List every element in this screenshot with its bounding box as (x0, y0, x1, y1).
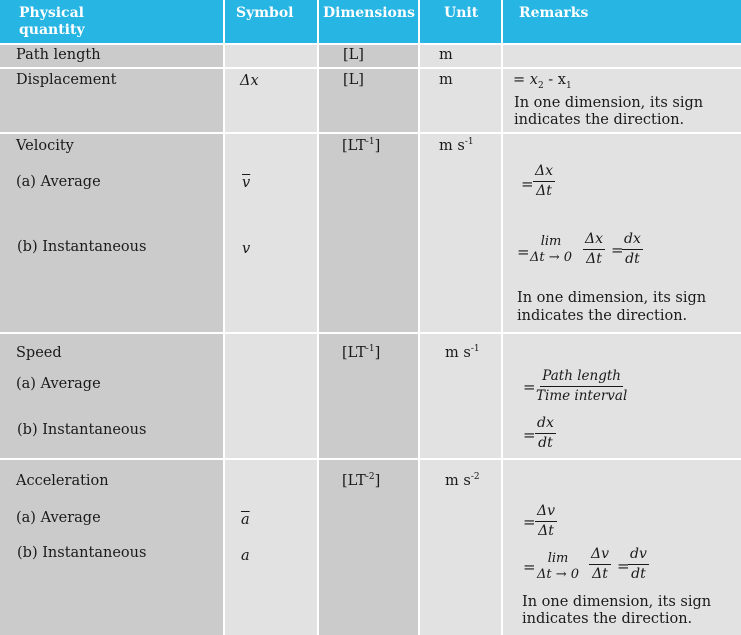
acceleration-remark-line2: indicates the direction. (522, 611, 693, 627)
speed-instantaneous-label: (b) Instantaneous (17, 422, 147, 438)
displacement-unit: m (439, 72, 453, 88)
acceleration-instantaneous-symbol: a (241, 548, 250, 564)
acceleration-limit: lim Δt → 0 (537, 551, 580, 582)
displacement-dimensions: [L] (343, 72, 364, 88)
velocity-instantaneous-equals: = (517, 243, 530, 261)
speed-instantaneous-fraction: $\frac{dx}{dt}$ (537, 415, 554, 451)
speed-unit: m $s^{-1}$ (445, 344, 480, 361)
velocity-quantity-cell (0, 134, 223, 332)
acceleration-quantity-cell (0, 460, 223, 635)
acceleration-unit-cell (420, 460, 501, 635)
velocity-unit: m $s^{-1}$ (439, 137, 474, 154)
velocity-symbol-cell (225, 134, 317, 332)
header-remarks-label: Remarks (519, 5, 589, 21)
path-length-symbol-cell (225, 45, 317, 67)
acceleration-dimensions: $[LT^{-2}]$ (342, 472, 381, 489)
acceleration-average-fraction: $\frac{\Delta v}{\Delta t}$ (537, 503, 556, 539)
velocity-instantaneous-symbol: v (242, 241, 251, 257)
path-length-quantity-cell (0, 45, 223, 67)
speed-label: Speed (16, 345, 62, 361)
speed-dimensions-cell (319, 334, 418, 458)
acceleration-unit: m $s^{-2}$ (445, 472, 480, 489)
acceleration-limit-fraction: $\frac{\Delta v}{\Delta t}$ (591, 546, 610, 582)
velocity-unit-cell (420, 134, 501, 332)
velocity-dimensions-cell (319, 134, 418, 332)
velocity-average-fraction: $\frac{\Delta x}{\Delta t}$ (535, 163, 554, 199)
speed-average-equals: = (523, 378, 536, 396)
acceleration-average-equals: = (523, 513, 536, 531)
speed-average-fraction: Path length Time interval (536, 368, 628, 404)
velocity-average-equals: = (521, 175, 534, 193)
displacement-remarks-cell (503, 69, 741, 132)
header-dimensions (319, 0, 418, 43)
acceleration-derivative-equals: = (617, 557, 630, 575)
displacement-label: Displacement (16, 72, 117, 88)
speed-instantaneous-equals: = (523, 426, 536, 444)
speed-dimensions: $[LT^{-1}]$ (342, 344, 381, 361)
speed-unit-cell (420, 334, 501, 458)
speed-remarks-cell (503, 334, 741, 458)
path-length-unit: m (439, 47, 453, 63)
displacement-quantity-cell (0, 69, 223, 132)
displacement-symbol-cell (225, 69, 317, 132)
velocity-remark-line2: indicates the direction. (517, 308, 688, 324)
displacement-unit-cell (420, 69, 501, 132)
displacement-remark-line1: In one dimension, its sign (514, 95, 704, 111)
path-length-unit-cell (420, 45, 501, 67)
path-length-label: Path length (16, 47, 101, 63)
header-symbol-label: Symbol (236, 5, 294, 21)
velocity-average-label: (a) Average (16, 174, 101, 190)
velocity-remarks-cell (503, 134, 741, 332)
header-physical-quantity-line2: quantity (19, 22, 85, 38)
velocity-derivative-fraction: $\frac{dx}{dt}$ (624, 231, 641, 267)
acceleration-average-symbol: $\overline{a}$ (241, 512, 250, 528)
speed-quantity-cell (0, 334, 223, 458)
speed-average-label: (a) Average (16, 376, 101, 392)
acceleration-symbol-cell (225, 460, 317, 635)
velocity-remark-line1: In one dimension, its sign (517, 290, 707, 306)
velocity-derivative-equals: = (611, 241, 624, 259)
displacement-dimensions-cell (319, 69, 418, 132)
velocity-dimensions: $[LT^{-1}]$ (342, 137, 381, 154)
displacement-remark-line2: indicates the direction. (514, 112, 685, 128)
velocity-limit-fraction: $\frac{\Delta x}{\Delta t}$ (585, 231, 604, 267)
velocity-limit: lim Δt → 0 (530, 234, 573, 265)
displacement-symbol: Δx (240, 73, 259, 89)
velocity-instantaneous-label: (b) Instantaneous (17, 239, 147, 255)
header-symbol (225, 0, 317, 43)
acceleration-instantaneous-label: (b) Instantaneous (17, 545, 147, 561)
path-length-dimensions: [L] (343, 47, 364, 63)
header-unit (420, 0, 501, 43)
header-remarks (503, 0, 741, 43)
acceleration-instantaneous-equals: = (523, 558, 536, 576)
acceleration-dimensions-cell (319, 460, 418, 635)
header-dimensions-label: Dimensions (323, 5, 415, 21)
velocity-average-symbol: $\overline{v}$ (242, 175, 251, 191)
displacement-remark-formula: = $x_2 - x_1$ (513, 72, 572, 91)
velocity-label: Velocity (16, 138, 74, 154)
header-physical-quantity-line1: Physical (19, 5, 84, 21)
acceleration-label: Acceleration (16, 473, 109, 489)
acceleration-average-label: (a) Average (16, 510, 101, 526)
header-physical-quantity (0, 0, 223, 43)
header-unit-label: Unit (444, 5, 479, 21)
acceleration-derivative-fraction: $\frac{dv}{dt}$ (630, 546, 647, 582)
acceleration-remarks-cell (503, 460, 741, 635)
speed-symbol-cell (225, 334, 317, 458)
acceleration-remark-line1: In one dimension, its sign (522, 594, 712, 610)
path-length-remarks-cell (503, 45, 741, 67)
path-length-dimensions-cell (319, 45, 418, 67)
